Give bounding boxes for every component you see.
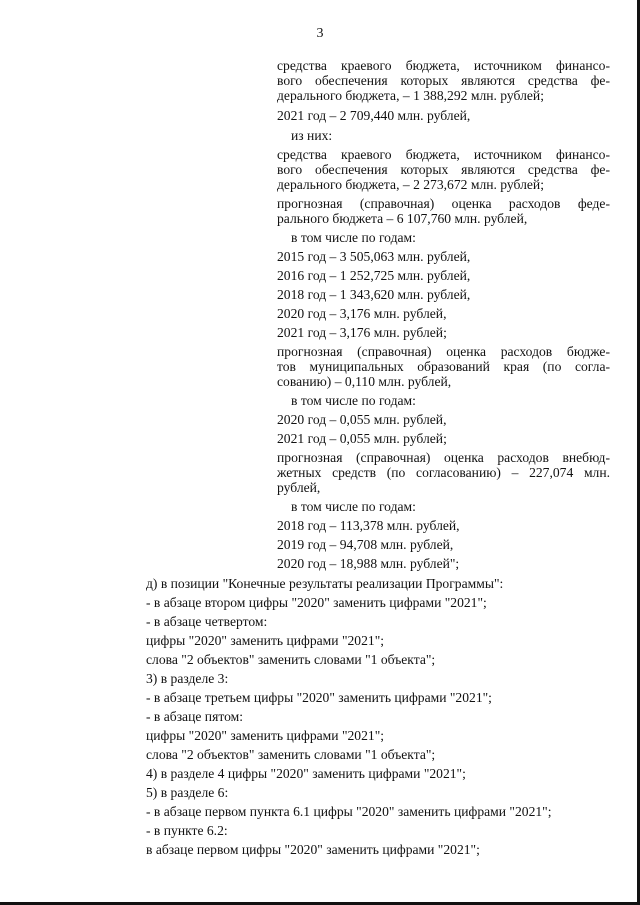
- full-line-3: - в абзаце четвертом:: [146, 614, 268, 629]
- col-line-18: тов муниципальных образований края (по согла-: [277, 359, 610, 374]
- col-line-6: средства краевого бюджета, источником финансо-: [277, 147, 610, 162]
- full-line-11: 4) в разделе 4 цифры "2020" заменить цифрами "2021";: [146, 766, 466, 781]
- page-number: 3: [316, 26, 324, 41]
- full-line-1: д) в позиции "Конечные результаты реализации Программы":: [146, 576, 504, 591]
- full-line-2: - в абзаце втором цифры "2020" заменить цифрами "2021";: [146, 595, 487, 610]
- col-line-22: 2021 год – 0,055 млн. рублей;: [277, 431, 447, 446]
- col-line-21: 2020 год – 0,055 млн. рублей,: [277, 412, 447, 427]
- col-line-29: 2020 год – 18,988 млн. рублей";: [277, 556, 460, 571]
- full-line-12: 5) в разделе 6:: [146, 785, 229, 800]
- col-line-9: прогнозная (справочная) оценка расходов феде-: [277, 196, 610, 211]
- col-line-1: средства краевого бюджета, источником финансо-: [277, 58, 610, 73]
- full-line-9: цифры "2020" заменить цифрами "2021";: [146, 728, 385, 743]
- full-line-13: - в абзаце первом пункта 6.1 цифры "2020" заменить цифрами "2021";: [146, 804, 552, 819]
- col-line-5: из них:: [291, 128, 333, 143]
- full-line-15: в абзаце первом цифры "2020" заменить цифрами "2021";: [146, 842, 480, 857]
- col-line-7: вого обеспечения которых являются средства фе-: [277, 162, 610, 177]
- col-line-13: 2016 год – 1 252,725 млн. рублей,: [277, 268, 471, 283]
- col-line-10: рального бюджета – 6 107,760 млн. рублей,: [277, 211, 528, 226]
- col-line-11: в том числе по годам:: [291, 230, 416, 245]
- full-line-6: 3) в разделе 3:: [146, 671, 229, 686]
- col-line-2: вого обеспечения которых являются средства фе-: [277, 73, 610, 88]
- full-line-7: - в абзаце третьем цифры "2020" заменить цифрами "2021";: [146, 690, 492, 705]
- col-line-25: рублей,: [277, 480, 321, 495]
- full-line-8: - в абзаце пятом:: [146, 709, 244, 724]
- col-line-23: прогнозная (справочная) оценка расходов внебюд-: [277, 450, 610, 465]
- col-line-12: 2015 год – 3 505,063 млн. рублей,: [277, 249, 471, 264]
- col-line-4: 2021 год – 2 709,440 млн. рублей,: [277, 108, 471, 123]
- col-line-19: сованию) – 0,110 млн. рублей,: [277, 374, 452, 389]
- col-line-28: 2019 год – 94,708 млн. рублей,: [277, 537, 454, 552]
- col-line-17: прогнозная (справочная) оценка расходов бюдже-: [277, 344, 610, 359]
- col-line-27: 2018 год – 113,378 млн. рублей,: [277, 518, 460, 533]
- col-line-15: 2020 год – 3,176 млн. рублей,: [277, 306, 447, 321]
- col-line-24: жетных средств (по согласованию) – 227,074 млн.: [277, 465, 610, 480]
- col-line-14: 2018 год – 1 343,620 млн. рублей,: [277, 287, 471, 302]
- full-line-14: - в пункте 6.2:: [146, 823, 228, 838]
- col-line-16: 2021 год – 3,176 млн. рублей;: [277, 325, 447, 340]
- full-line-10: слова "2 объектов" заменить словами "1 объекта";: [146, 747, 436, 762]
- full-line-4: цифры "2020" заменить цифрами "2021";: [146, 633, 385, 648]
- col-line-20: в том числе по годам:: [291, 393, 416, 408]
- full-line-5: слова "2 объектов" заменить словами "1 объекта";: [146, 652, 436, 667]
- col-line-26: в том числе по годам:: [291, 499, 416, 514]
- col-line-3: дерального бюджета, – 1 388,292 млн. рублей;: [277, 88, 544, 103]
- col-line-8: дерального бюджета, – 2 273,672 млн. рублей;: [277, 177, 544, 192]
